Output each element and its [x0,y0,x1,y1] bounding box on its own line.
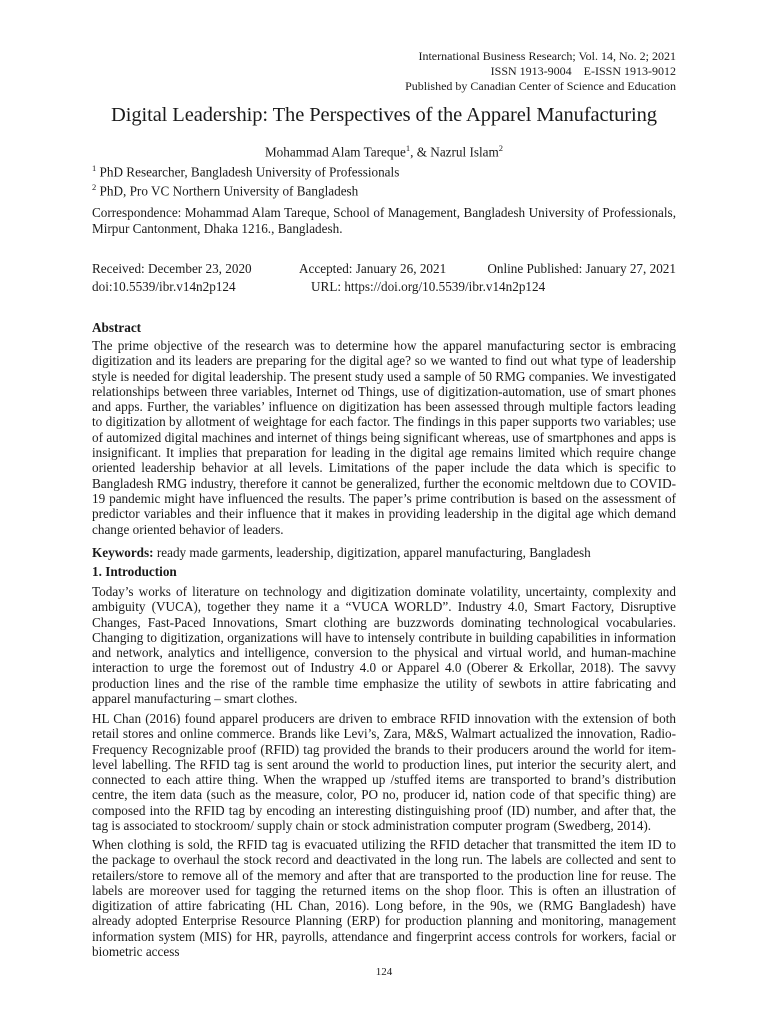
article-url[interactable]: URL: https://doi.org/10.5539/ibr.v14n2p124 [311,279,546,294]
author-line [0,143,768,160]
online-published-date: Online Published: January 27, 2021 [487,261,676,276]
author-name: Nazrul Islam [430,144,499,160]
author-name: Mohammad Alam Tareque [264,144,406,160]
author-separator: , & [410,144,431,160]
keywords [92,545,591,561]
affiliation-2 [92,182,358,199]
journal-issn: ISSN 1913-9004 E-ISSN 1913-9012 [490,64,676,78]
section-heading-introduction: 1. Introduction [92,564,177,579]
intro-paragraph-3: When clothing is sold, the RFID tag is evacuated utilizing the RFID detacher that transmitted the item ID to the package to overhaul the stock record and deactivated in the long run. The labels are collected and sent to retailers/store to remove all of the memory and after that are transported to the production line for reuse. The labels are moreover used for tagging the returned items on the shop floor. This is often an illustration of digitization of attire fabricating (HL Chan, 2016). Long before, in the 90s, we (RMG Bangladesh) have already adopted Enterprise Resource Planning (ERP) for production planning and monitoring, management information system (MIS) for HR, payrolls, attendance and fingerprint access controls for workers, facial or biometric access [92,837,676,960]
intro-paragraph-2: HL Chan (2016) found apparel producers are driven to embrace RFID innovation with the extension of both retail stores and online commerce. Brands like Levi’s, Zara, M&S, Walmart actualized the innovation, Radio-Frequency Recognizable proof (RFID) tag provided the brands to their producers around the world for item-level labelling. The RFID tag is sent around the world to production lines, put interior the security alert, and connected to each attire thing. When the wrapped up /stuffed items are transported to brand’s distribution centre, the item data (such as the measure, color, PO no, producer id, nation code of that specific thing) are composed into the RFID tag by encoding an interesting distinguishing proof (ID) number, and after that, the tag is associated to stockroom/ supply chain or stock administration computer program (Swedberg, 2014). [92,711,676,834]
journal-citation: International Business Research; Vol. 14, No. 2; 2021 [418,49,676,63]
abstract-heading: Abstract [92,320,142,335]
doi: doi:10.5539/ibr.v14n2p124 [92,279,236,294]
keywords-label: Keywords: [92,545,154,560]
author-superscript: 1 [405,143,411,153]
affiliation-superscript: 2 [92,182,97,192]
affiliation-text: PhD Researcher, Bangladesh University of Professionals [99,164,400,180]
journal-header [405,49,676,94]
received-date: Received: December 23, 2020 [92,261,252,276]
page-number: 124 [375,966,393,978]
affiliation-text: PhD, Pro VC Northern University of Bangladesh [99,183,359,199]
keywords-text: ready made garments, leadership, digitization, apparel manufacturing, Bangladesh [153,545,591,560]
affiliation-1 [92,163,399,180]
affiliation-superscript: 1 [92,163,97,173]
intro-paragraph-1: Today’s works of literature on technology and digitization dominate volatility, uncertainty, complexity and ambiguity (VUCA), together they name it a “VUCA WORLD”. Industry 4.0, Smart Factory, Disruptive Changes, Fast-Paced Innovations, Smart clothing are buzzwords dominating technological vocabularies. Changing to digitization, organizations will have to intensely contribute in building capabilities in information and network, analytics and intelligence, conversion to the physical and virtual world, and human-machine interaction to urge the foremost out of Industry 4.0 or Apparel 4.0 (Oberer & Erkollar, 2018). The savvy production lines and the rise of the ramble time emphasize the utility of sewbots in attire fabricating and apparel manufacturing – smart clothes. [92,584,676,707]
abstract-text: The prime objective of the research was to determine how the apparel manufacturing sector is embracing digitization and its leaders are preparing for the digital age? so we wanted to find out what type of leadership style is needed for digital leadership. The present study used a sample of 50 RMG companies. We investigated relationships between three variables, Internet od Things, use of digitization-automation, use of smart phones and apps. Further, the variables’ influence on digitization has been assessed through multiple factors leading to digitization by allotment of weightage for each factor. The findings in this paper supports two variables; use of automized digital machines and internet of things being significant whereas, use of smartphones and apps is insignificant. It implies that preparation for leading in the digital age remains limited which require change oriented leadership behavior at all levels. Limitations of the paper include the data which is specific to Bangladesh RMG industry, therefore it cannot be generalized, further the economic meltdown due to COVID-19 pandemic might have influenced the results. The paper’s prime contribution is based on the assessment of predictor variables and their influence that it makes in providing leadership in the digital age which demand change oriented behavior of leaders. [92,338,676,537]
author-superscript: 2 [498,143,504,153]
paper-title: Digital Leadership: The Perspectives of the Apparel Manufacturing [111,104,657,126]
correspondence: Correspondence: Mohammad Alam Tareque, School of Management, Bangladesh University of Professionals, Mirpur Cantonment, Dhaka 1216., Bangladesh. [92,205,676,236]
journal-publisher: Published by Canadian Center of Science and Education [405,79,676,93]
accepted-date: Accepted: January 26, 2021 [299,261,447,276]
